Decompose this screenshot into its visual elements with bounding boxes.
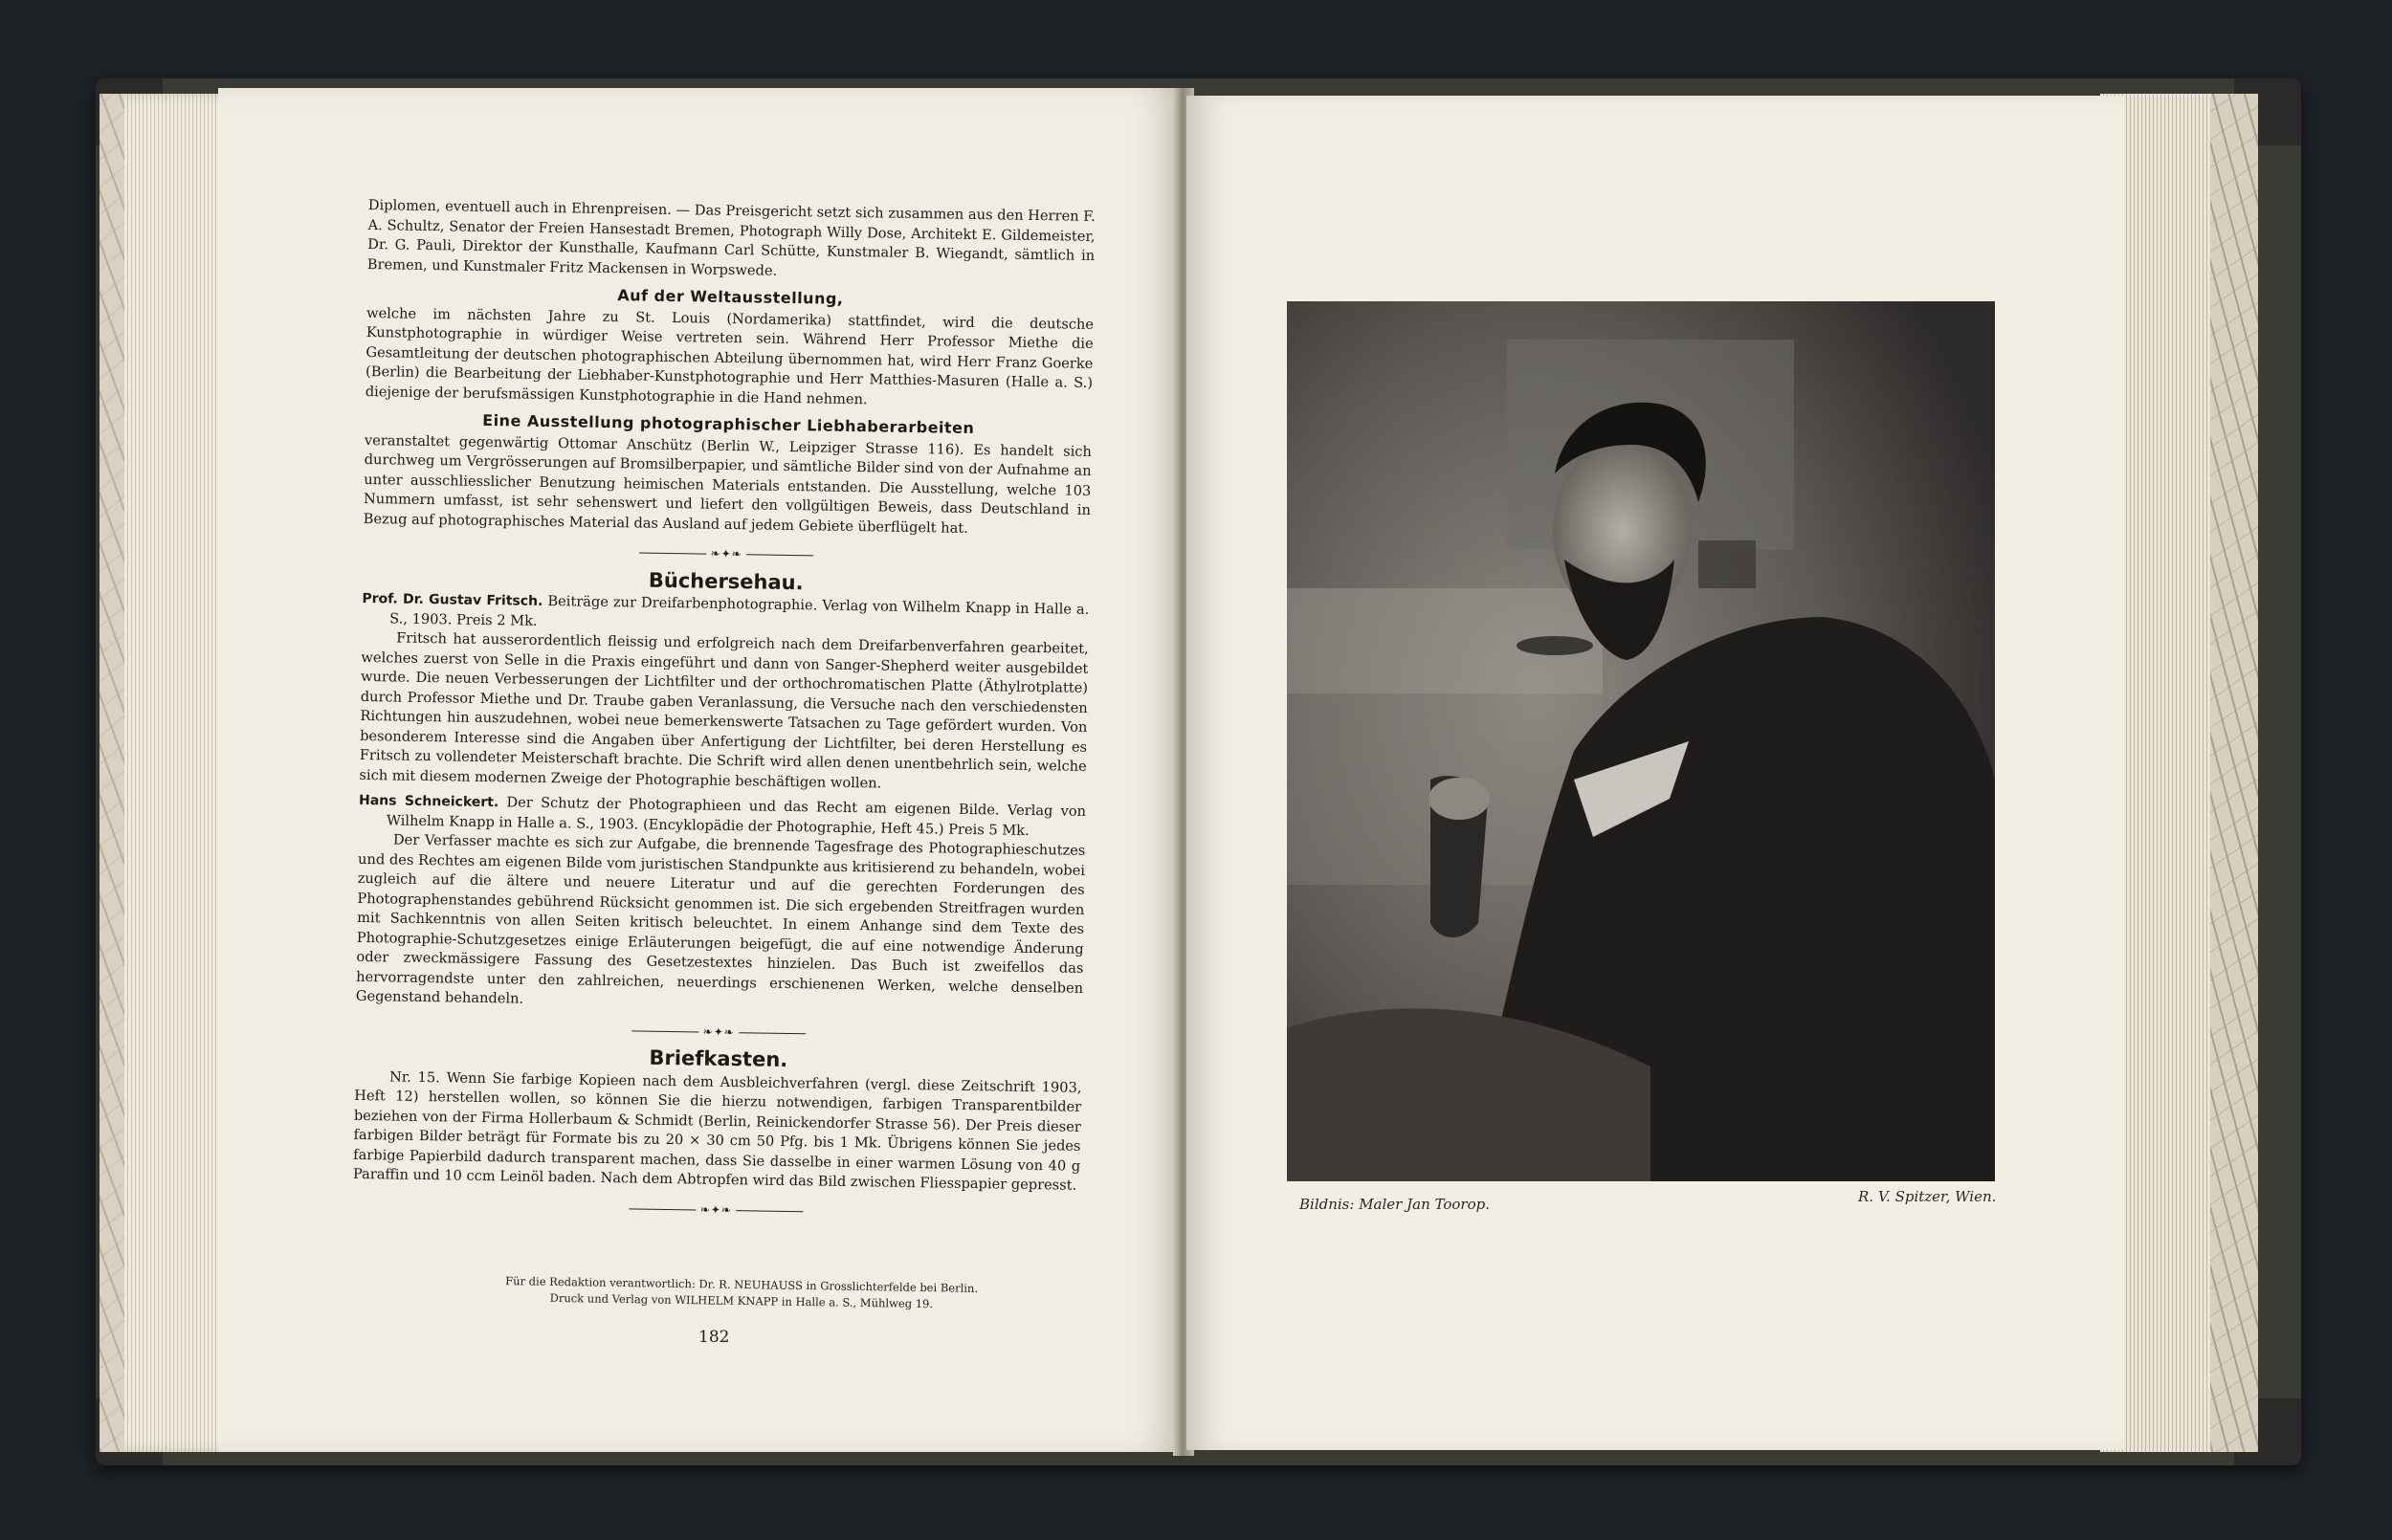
portrait-photograph <box>1287 301 1995 1181</box>
heading-ausstellung: Eine Ausstellung photographischer Liebhaberarbeiten <box>482 410 975 437</box>
portrait-image <box>1287 301 1995 1181</box>
book-title-fritsch: Beiträge zur Dreifarbenphotographie. Verlag von Wilhelm Knapp in Halle a. S., 1903. Preis 2 Mk. <box>389 592 1090 629</box>
photo-credit: R. V. Spitzer, Wien. <box>1858 1188 1997 1205</box>
review-schneickert: Der Verfasser machte es sich zur Aufgabe, die brennende Tagesfrage des Photographieschutzes und des Rechtes am eigenen Bilde vom juristischen Standpunkte aus kritisierend zu behandeln, wobei zugleich auf die ältere und neuere Literatur und auf die gerechten Forderungen des Photographenstandes gebührend Rücksicht genommen ist. Die sich ergebenden Streitfragen wurden mit Sachkenntnis von allen Seiten kritisch beleuchtet. In einem Anhange sind dem Texte des Photographie-Schutzgesetzes einige Erläuterungen beigefügt, die auf eine notwendige Änderung oder zweckmässigere Fassung des Gesetzestextes hinzielen. Das Buch ist zweifellos das hervorragendste unter den zahlreichen, neuerdings erschienenen Werken, welche denselben Gegenstand behandeln. <box>355 831 1086 1007</box>
imprint-publisher: Druck und Verlag von WILHELM KNAPP in Halle a. S., Mühlweg 19. <box>549 1290 934 1311</box>
imprint-editor: Für die Redaktion verantwortlich: Dr. R. NEUHAUSS in Grosslichterfelde bei Berlin. <box>505 1274 979 1295</box>
paragraph-ausstellung: veranstaltet gegenwärtig Ottomar Anschütz (Berlin W., Leipziger Strasse 116). Es handelt sich durchweg um Vergrösserungen auf Bromsilberpapier, und sämtliche Bilder sind von der Aufnahme an unter ausschliesslicher Benutzung heimischen Materials entstanden. Die Ausstellung, welche 103 Nummern umfasst, ist sehr sehenswert und liefert den vollgültigen Beweis, dass Deutschland in Bezug auf photographisches Material das Ausland auf jedem Gebiete überflügelt hat. <box>363 431 1093 537</box>
heading-buecherschau: Büchersehau. <box>648 568 804 594</box>
ornament-divider: ❧✦❧ <box>363 539 1090 569</box>
left-page-text <box>352 196 1096 1233</box>
book-author-schneickert: Hans Schneickert. <box>358 792 499 811</box>
book-title-schneickert: Der Schutz der Photographieen und das Recht am eigenen Bilde. Verlag von Wilhelm Knapp in Halle a. S., 1903. (Encyklopädie der Photographie, Heft 45.) Preis 5 Mk. <box>386 794 1087 839</box>
review-fritsch: Fritsch hat ausserordentlich fleissig und erfolgreich nach dem Dreifarbenverfahren gearbeitet, welches zuerst von Selle in die Praxis eingeführt und dann von Sanger-Shepherd weiter ausgebildet wurde. Die neuen Verbesserungen der Lichtfilter und der orthochromatischen Platte (Äthylrotplatte) durch Professor Miethe und Dr. Traube gaben Veranlassung, die Versuche nach den verschiedensten Richtungen hin auszudehnen, wobei neue bemerkenswerte Tatsachen zu Tage gefördert wurden. Von besonderem Interesse sind die Angaben über Anfertigung der Lichtfilter, bei deren Herstellung es Fritsch zu vollendeter Meisterschaft brachte. Die Schrift wird allen denen unentbehrlich sein, welche sich mit diesem modernen Zweige der Photographie beschäftigen wollen. <box>359 629 1089 791</box>
photo-caption: Bildnis: Maler Jan Toorop. <box>1299 1196 1490 1213</box>
ornament-divider: ❧✦❧ <box>352 1194 1079 1224</box>
heading-weltausstellung: Auf der Weltausstellung, <box>617 286 844 308</box>
page-number: 182 <box>698 1328 730 1347</box>
heading-briefkasten: Briefkasten. <box>649 1045 788 1071</box>
paragraph-weltausstellung: welche im nächsten Jahre zu St. Louis (Nordamerika) stattfindet, wird die deutsche Kunstphotographie in würdiger Weise vertreten sein. Während Herr Professor Miethe die Gesamtleitung der deutschen photographischen Abteilung übernommen hat, wird Herr Franz Goerke (Berlin) die Bearbeitung der Liebhaber-Kunstphotographie und Herr Matthies-Masuren (Halle a. S.) diejenige der berufsmässigen Kunstphotographie in die Hand nehmen. <box>365 304 1095 407</box>
ornament-divider: ❧✦❧ <box>355 1016 1082 1046</box>
paragraph-preisgericht: Diplomen, eventuell auch in Ehrenpreisen. — Das Preisgericht setzt sich zusammen aus den Herren F. A. Schultz, Senator der Freien Hansestadt Bremen, Photograph Willy Dose, Architekt E. Gildemeister, Dr. G. Pauli, Direktor der Kunsthalle, Kaufmann Carl Schütte, Kunstmaler B. Wiegandt, sämtlich in Bremen, und Kunstmaler Fritz Mackensen in Worpswede. <box>366 196 1096 279</box>
paragraph-briefkasten: Nr. 15. Wenn Sie farbige Kopieen nach dem Ausbleichverfahren (vergl. diese Zeitschrift 1903, Heft 12) herstellen wollen, so können Sie die hierzu notwendigen, farbigen Transparentbilder beziehen von der Firma Hollerbaum & Schmidt (Berlin, Reinickendorfer Strasse 56). Der Preis dieser farbigen Bilder beträgt für Formate bis zu 20 × 30 cm 50 Pfg. bis 1 Mk. Übrigens können Sie jedes farbige Papierbild dadurch transparent machen, dass Sie dasselbe in einer warmen Lösung von 40 g Paraffin und 10 ccm Leinöl baden. Nach dem Abtropfen wird das Bild zwischen Fliesspapier gepresst. <box>352 1067 1082 1194</box>
book-author-fritsch: Prof. Dr. Gustav Fritsch. <box>362 590 543 609</box>
